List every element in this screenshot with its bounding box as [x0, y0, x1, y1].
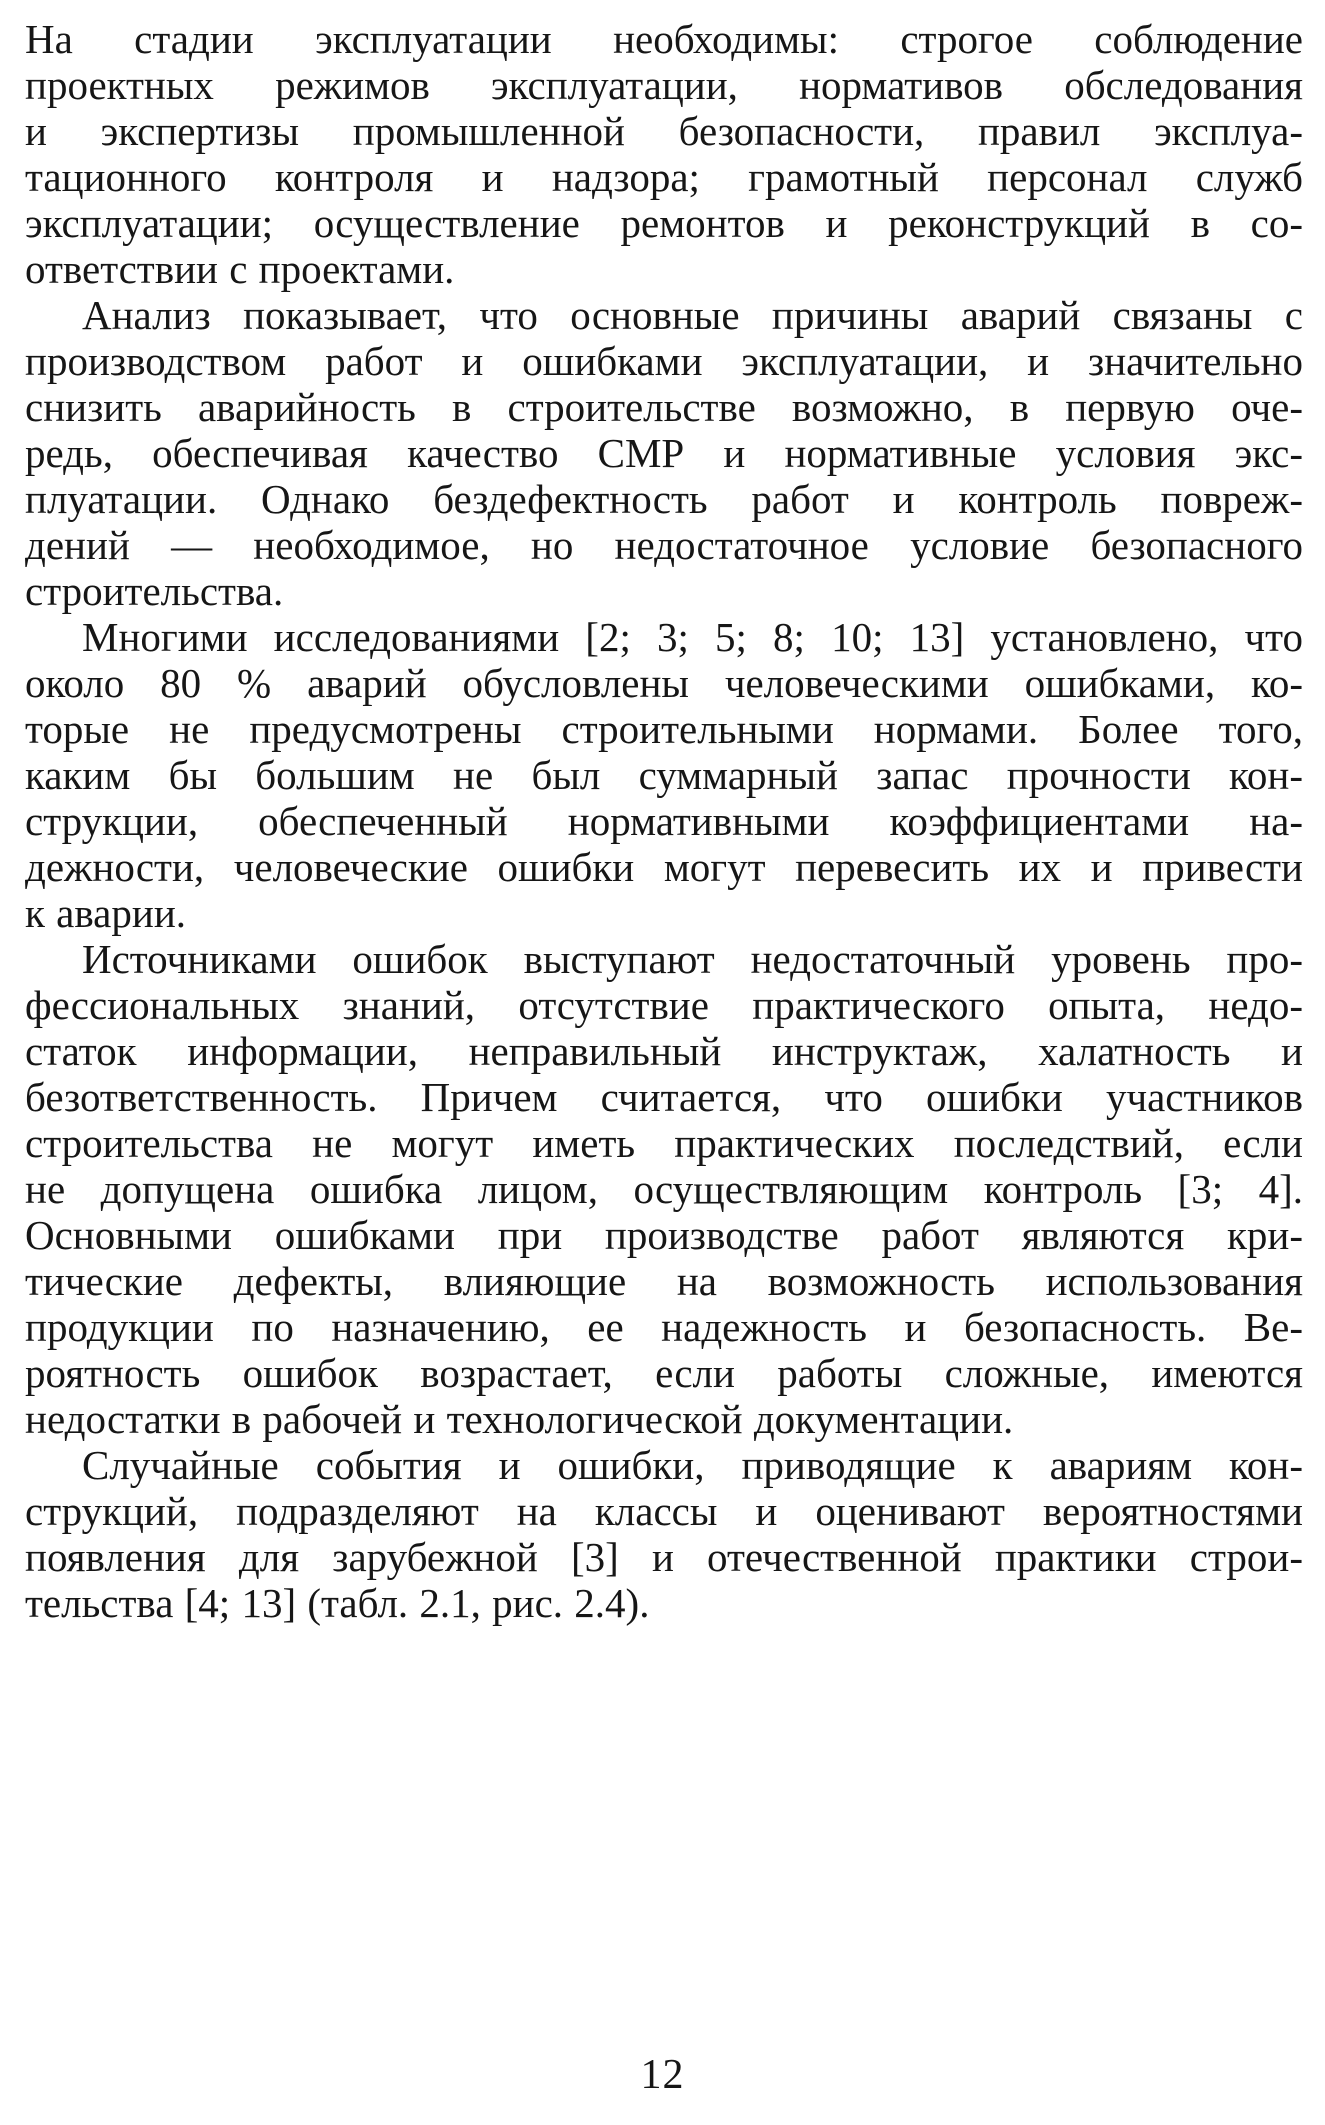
text-line: Анализ показывает, что основные причины аварий связаны с [82, 292, 1303, 338]
text-line: редь, обеспечивая качество СМР и нормативные условия экс- [25, 430, 1303, 476]
text-line: дений — необходимое, но недостаточное условие безопасного [25, 522, 1303, 568]
text-line: и экспертизы промышленной безопасности, правил эксплуа- [25, 108, 1303, 154]
text-line: плуатации. Однако бездефектность работ и контроль повреж- [25, 476, 1303, 522]
text-line: к аварии. [25, 890, 187, 936]
text-line: Случайные события и ошибки, приводящие к авариям кон- [82, 1442, 1303, 1488]
text-line: На стадии эксплуатации необходимы: строгое соблюдение [25, 16, 1303, 62]
text-line: роятность ошибок возрастает, если работы сложные, имеются [25, 1350, 1303, 1396]
text-line: тельства [4; 13] (табл. 2.1, рис. 2.4). [25, 1580, 650, 1626]
text-line: около 80 % аварий обусловлены человеческими ошибками, ко- [25, 660, 1303, 706]
text-line: тационного контроля и надзора; грамотный персонал служб [25, 154, 1303, 200]
text-line: струкций, подразделяют на классы и оценивают вероятностями [25, 1488, 1303, 1534]
text-line: фессиональных знаний, отсутствие практического опыта, недо- [25, 982, 1303, 1028]
text-line: снизить аварийность в строительстве возможно, в первую оче- [25, 384, 1303, 430]
text-body [25, 16, 1303, 1626]
text-line: ответствии с проектами. [25, 246, 455, 292]
paragraph [25, 1442, 1303, 1626]
text-line: Источниками ошибок выступают недостаточный уровень про- [82, 936, 1303, 982]
text-line: появления для зарубежной [3] и отечественной практики строи- [25, 1534, 1303, 1580]
text-line: Многими исследованиями [2; 3; 5; 8; 10; 13] установлено, что [82, 614, 1303, 660]
text-line: проектных режимов эксплуатации, нормативов обследования [25, 62, 1303, 108]
paragraph [25, 614, 1303, 936]
text-line: статок информации, неправильный инструктаж, халатность и [25, 1028, 1303, 1074]
text-line: строительства. [25, 568, 284, 614]
text-line: тические дефекты, влияющие на возможность использования [25, 1258, 1303, 1304]
paragraph [25, 16, 1303, 292]
text-line: строительства не могут иметь практических последствий, если [25, 1120, 1303, 1166]
paragraph [25, 936, 1303, 1442]
text-line: эксплуатации; осуществление ремонтов и реконструкций в со- [25, 200, 1303, 246]
text-line: продукции по назначению, ее надежность и безопасность. Ве- [25, 1304, 1303, 1350]
text-line: каким бы большим не был суммарный запас прочности кон- [25, 752, 1303, 798]
text-line: дежности, человеческие ошибки могут перевесить их и привести [25, 844, 1303, 890]
text-line: торые не предусмотрены строительными нормами. Более того, [25, 706, 1303, 752]
text-line: недостатки в рабочей и технологической документации. [25, 1396, 1014, 1442]
page-number: 12 [640, 2052, 685, 2098]
text-line: производством работ и ошибками эксплуатации, и значительно [25, 338, 1303, 384]
paragraph [25, 292, 1303, 614]
text-line: не допущена ошибка лицом, осуществляющим контроль [3; 4]. [25, 1166, 1303, 1212]
text-line: безответственность. Причем считается, что ошибки участников [25, 1074, 1303, 1120]
text-line: струкции, обеспеченный нормативными коэффициентами на- [25, 798, 1303, 844]
text-line: Основными ошибками при производстве работ являются кри- [25, 1212, 1303, 1258]
